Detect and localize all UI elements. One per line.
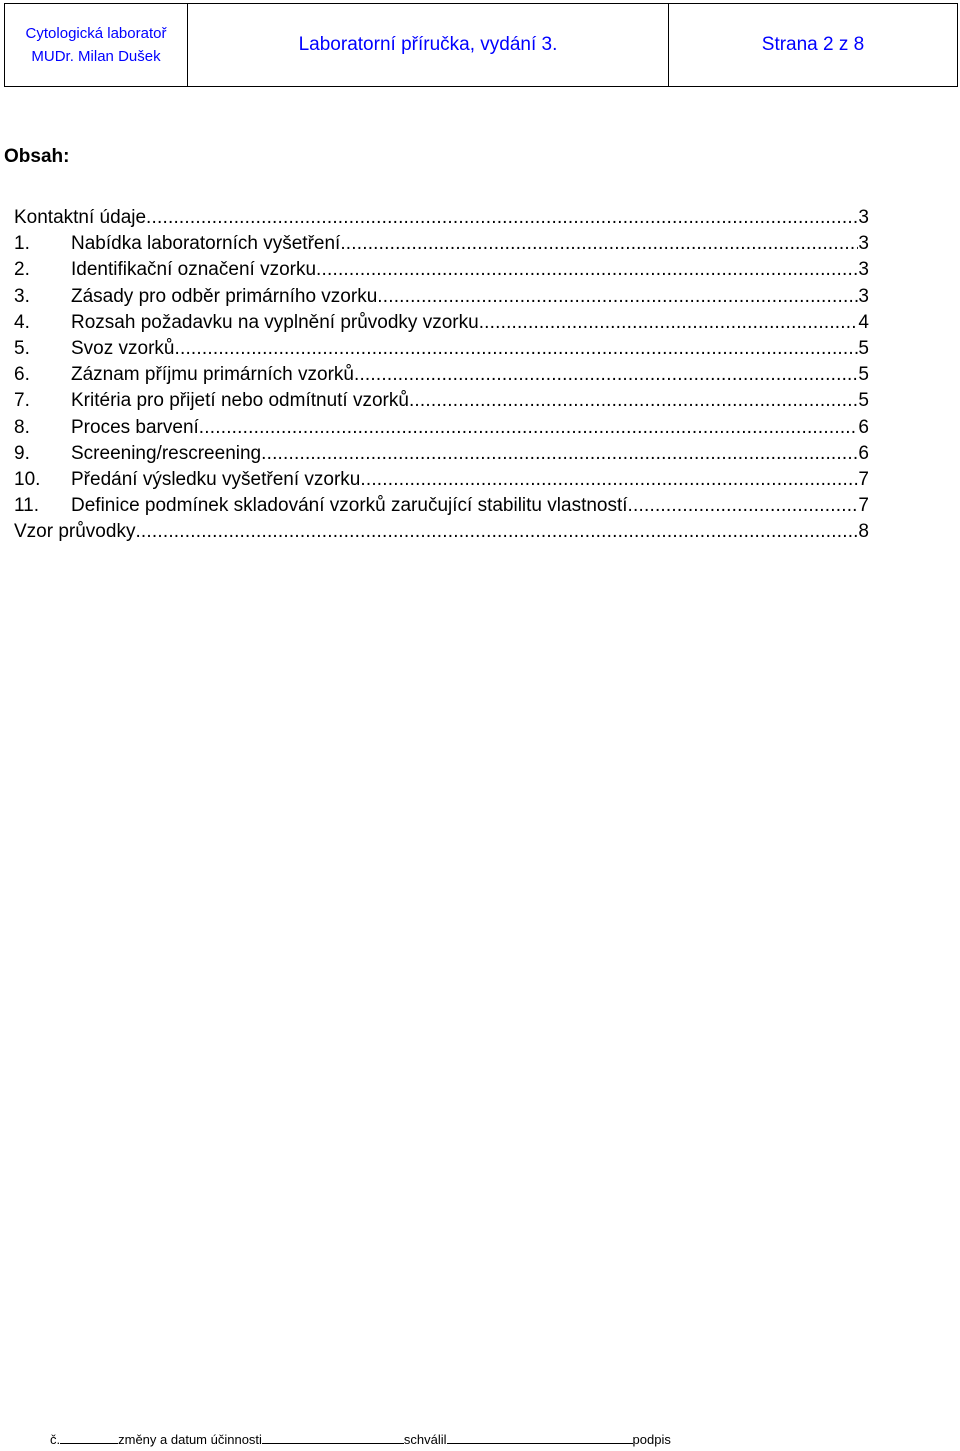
toc-entry-leader bbox=[199, 415, 859, 441]
toc-entry[interactable] bbox=[14, 231, 869, 257]
toc-entry-page: 3 bbox=[858, 207, 869, 228]
toc-entry-page: 7 bbox=[858, 468, 869, 490]
toc-entry-leader bbox=[261, 441, 858, 467]
footer-number-label: č. bbox=[50, 1432, 61, 1447]
toc-entry-page: 5 bbox=[858, 337, 869, 359]
toc-entry-number: 5. bbox=[14, 337, 30, 359]
toc-entry-title: Identifikační označení vzorku bbox=[71, 259, 317, 281]
toc-entry[interactable] bbox=[14, 310, 869, 336]
toc-entry[interactable] bbox=[14, 493, 869, 519]
toc-entry-number: 7. bbox=[14, 390, 30, 412]
toc-entry-number: 6. bbox=[14, 364, 30, 386]
toc-entry-number: 1. bbox=[14, 233, 30, 255]
toc-entry-leader bbox=[354, 362, 858, 388]
toc-entry-title: Zásady pro odběr primárního vzorku bbox=[71, 285, 378, 307]
toc-entry-title: Kritéria pro přijetí nebo odmítnutí vzorků bbox=[71, 390, 409, 412]
header-document-title bbox=[188, 4, 669, 86]
toc-entry-leader bbox=[340, 231, 858, 257]
toc-entry-number: 11. bbox=[14, 495, 40, 517]
footer-change-label: změny a datum účinnosti bbox=[118, 1432, 262, 1447]
footer-approved-label: schválil bbox=[403, 1432, 447, 1447]
footer-blank bbox=[262, 1431, 404, 1444]
toc-entry-leader bbox=[479, 310, 859, 336]
toc-entry-number: 8. bbox=[14, 416, 30, 438]
toc-entry-leader bbox=[174, 336, 858, 362]
toc-entry-leader bbox=[135, 519, 858, 545]
toc-entry-page: 8 bbox=[858, 521, 869, 543]
toc-entry-page: 3 bbox=[858, 233, 869, 255]
toc-entry-number: 3. bbox=[14, 285, 30, 307]
toc-entry[interactable] bbox=[14, 336, 869, 362]
document-title: Laboratorní příručka, vydání 3. bbox=[298, 34, 558, 55]
toc-entry-title: Předání výsledku vyšetření vzorku bbox=[71, 468, 361, 490]
header-page-number bbox=[669, 4, 957, 86]
toc-entry-number: 10. bbox=[14, 468, 41, 490]
toc-entry[interactable] bbox=[14, 362, 869, 388]
toc-entry-page: 3 bbox=[858, 285, 869, 307]
toc-entry-page: 5 bbox=[858, 364, 869, 386]
toc-entry-page: 3 bbox=[858, 259, 869, 281]
contents-heading: Obsah: bbox=[4, 146, 70, 167]
toc-entry-title: Svoz vzorků bbox=[71, 337, 175, 359]
footer-blank bbox=[60, 1431, 118, 1444]
table-of-contents bbox=[14, 205, 869, 545]
toc-entry-title: Vzor průvodky bbox=[14, 521, 136, 543]
page-number: Strana 2 z 8 bbox=[761, 34, 865, 55]
toc-entry-page: 6 bbox=[858, 416, 869, 438]
toc-entry[interactable] bbox=[14, 205, 869, 231]
toc-entry-title: Definice podmínek skladování vzorků zaručující stabilitu vlastností bbox=[71, 495, 628, 517]
toc-entry-page: 4 bbox=[858, 311, 869, 333]
toc-entry[interactable] bbox=[14, 388, 869, 414]
toc-entry-leader bbox=[409, 388, 858, 414]
toc-entry-title: Kontaktní údaje bbox=[14, 207, 147, 228]
toc-entry-title: Screening/rescreening bbox=[71, 442, 262, 464]
toc-entry-title: Proces barvení bbox=[71, 416, 199, 438]
toc-entry-page: 5 bbox=[858, 390, 869, 412]
toc-entry-title: Nabídka laboratorních vyšetření bbox=[71, 233, 341, 255]
toc-entry-leader bbox=[377, 284, 858, 310]
toc-entry-leader bbox=[360, 467, 858, 493]
organization-doctor: MUDr. Milan Dušek bbox=[31, 48, 161, 65]
toc-entry-page: 7 bbox=[858, 495, 869, 517]
toc-entry[interactable] bbox=[14, 257, 869, 283]
toc-entry-title: Záznam příjmu primárních vzorků bbox=[71, 364, 354, 386]
revision-footer bbox=[50, 1431, 671, 1447]
toc-entry-number: 2. bbox=[14, 259, 30, 281]
toc-entry[interactable] bbox=[14, 284, 869, 310]
toc-entry[interactable] bbox=[14, 519, 869, 545]
header-organization bbox=[5, 4, 188, 86]
toc-entry-leader bbox=[146, 205, 858, 231]
toc-entry-leader bbox=[628, 493, 859, 519]
footer-signature-label: podpis bbox=[632, 1432, 671, 1447]
toc-entry[interactable] bbox=[14, 441, 869, 467]
toc-entry-number: 9. bbox=[14, 442, 30, 464]
page-header bbox=[4, 3, 958, 87]
organization-name: Cytologická laboratoř bbox=[25, 25, 167, 42]
toc-entry-title: Rozsah požadavku na vyplnění průvodky vzorku bbox=[71, 311, 479, 333]
footer-blank bbox=[447, 1431, 633, 1444]
toc-entry-page: 6 bbox=[858, 442, 869, 464]
toc-entry-leader bbox=[316, 257, 858, 283]
toc-entry[interactable] bbox=[14, 467, 869, 493]
toc-entry[interactable] bbox=[14, 415, 869, 441]
toc-entry-number: 4. bbox=[14, 311, 30, 333]
